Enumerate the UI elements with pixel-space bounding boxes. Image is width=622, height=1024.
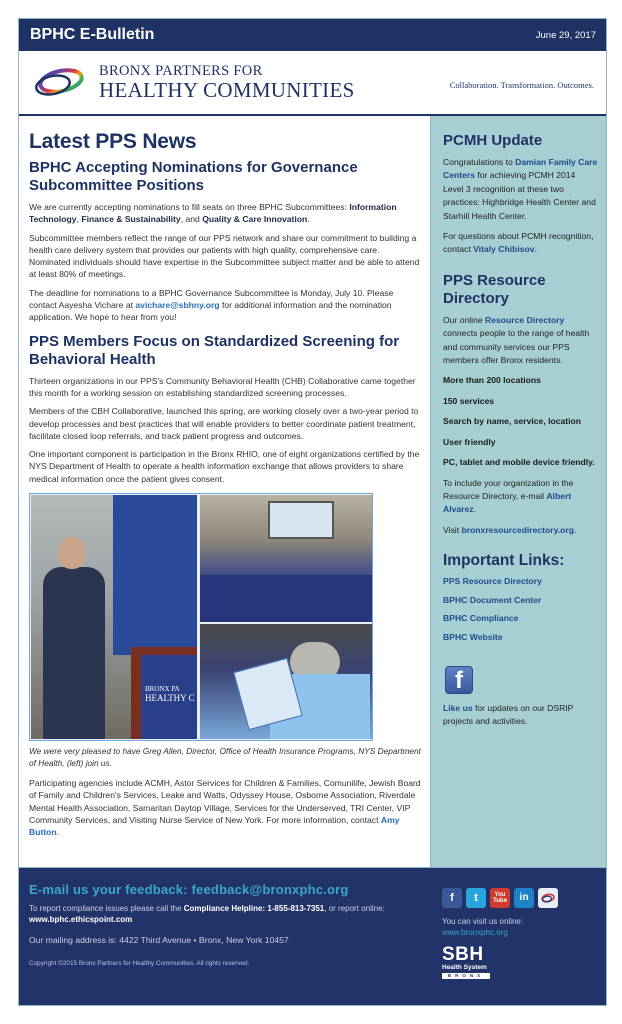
- meeting-table: [200, 575, 372, 622]
- sidebar: [430, 116, 606, 867]
- text: Visit: [443, 524, 462, 535]
- sidebar-heading: PPS Resource Directory: [443, 271, 546, 307]
- backdrop-banner: [113, 495, 197, 655]
- like-us-link[interactable]: Like us: [443, 702, 473, 713]
- facebook-icon[interactable]: f: [445, 666, 473, 694]
- compliance-text: [29, 903, 422, 925]
- article-title: PPS Members Focus on Standardized Screening for Behavioral Health: [29, 332, 400, 368]
- youtube-text: You: [494, 892, 506, 898]
- photo-collage: [29, 493, 373, 741]
- article-paragraph: [29, 777, 422, 838]
- text: , or report online:: [324, 904, 385, 913]
- directory-feature: User friendly: [443, 436, 496, 447]
- text: , and: [180, 214, 203, 225]
- text: .: [56, 827, 60, 838]
- compliance-helpline: Compliance Helpline: 1-855-813-7351: [183, 904, 325, 913]
- website-link[interactable]: www.bronxphc.org: [442, 928, 508, 937]
- text: connects people to the range of health and community services our PPS members offer Bronx residents.: [443, 328, 590, 366]
- podium-sign-text: BRONX PA: [145, 685, 180, 694]
- link-document-center[interactable]: BPHC Document Center: [443, 594, 542, 605]
- sbh-logo-text: SBH: [442, 944, 484, 965]
- text: .: [534, 244, 537, 255]
- bulletin-title: BPHC E-Bulletin: [30, 26, 155, 43]
- speaker-head: [59, 537, 85, 569]
- damian-link[interactable]: Damian Family Care Centers: [443, 157, 598, 181]
- link-compliance[interactable]: BPHC Compliance: [443, 613, 519, 624]
- speaker-figure: [43, 567, 105, 739]
- subcommittee-name: Information Technology: [29, 202, 397, 225]
- sbh-logo-subtitle: Health System: [442, 964, 487, 971]
- footer-right: [430, 868, 606, 1005]
- bulletin-date: June 29, 2017: [535, 29, 596, 41]
- sidebar-heading: Important Links:: [443, 552, 565, 570]
- directory-feature: 150 services: [443, 395, 495, 406]
- text: .: [307, 214, 310, 225]
- photo-caption: We were very pleased to have Greg Allen, Director, Office of Health Insurance Programs, NYS Department of Health, (left) join us.: [29, 746, 421, 769]
- twitter-icon[interactable]: t: [466, 888, 486, 908]
- header-bar: [19, 19, 606, 51]
- sidebar-paragraph: [443, 314, 598, 368]
- copyright: Copyright ©2015 Bronx Partners for Healthy Communities. All rights reserved.: [29, 960, 250, 967]
- article-paragraph: Thirteen organizations in our PPS's Community Behavioral Health (CHB) Collaborative came together this month for a working session on establishing standardized screening processes.: [29, 375, 416, 398]
- facebook-icon[interactable]: f: [442, 888, 462, 908]
- text: The deadline for nominations to a BPHC Governance Subcommittee is Monday, July 10. Please contact Aayesha Vichare at: [29, 287, 394, 311]
- text: Participating agencies include ACMH, Astor Services for Children & Families, Comunilife, Jewish Board of Family and Children's Services, Leake and Watts, Odyssey House, Osborne Association, Riverdale Mental Health Association, Samaritan Daytop Village, Services for the Underserved, TRI Center, VIP Community Services, and Visiting Nurse Service of New York. For more information, contact: [29, 778, 421, 825]
- bphc-logo-icon[interactable]: [538, 888, 558, 908]
- meeting-photo: [200, 495, 372, 622]
- brand-tagline: Collaboration. Transformation. Outcomes.: [449, 80, 594, 90]
- social-icons: [442, 888, 598, 908]
- facebook-text: [443, 702, 598, 729]
- article-paragraph: [29, 287, 422, 324]
- article-paragraph: One important component is participation in the Bronx RHIO, one of eight organizations certified by the NYS Department of Health to operate a health information exchange that allows providers to share medical information once the patient gives consent.: [29, 449, 420, 484]
- text: Congratulations to: [443, 157, 516, 167]
- footer: [19, 867, 606, 1005]
- attendee-photo: [200, 624, 372, 739]
- brand-name-line1: BRONX PARTNERS FOR: [99, 63, 263, 80]
- article-title: BPHC Accepting Nominations for Governance Subcommittee Positions: [29, 159, 358, 194]
- rainbow-ring-icon: [540, 892, 556, 904]
- resource-directory-link[interactable]: Resource Directory: [485, 314, 565, 325]
- albert-link[interactable]: Albert Alvarez: [443, 490, 572, 515]
- email-link[interactable]: avichare@sbhny.org: [135, 300, 220, 311]
- text: for additional information and the nomination application. We hope to hear from you!: [29, 300, 392, 323]
- sidebar-heading: PCMH Update: [443, 132, 543, 149]
- article-paragraph: Members of the CBH Collaborative, launched this spring, are working closely over a two-year period to develop processes and best practices that will enable providers to better coordinate patient treatment, facilitate closed loop referrals, and track patient progress and outcomes.: [29, 406, 419, 441]
- directory-feature: Search by name, service, location: [443, 416, 582, 427]
- important-links: [443, 552, 598, 642]
- content-area: [19, 116, 606, 867]
- youtube-text: Tube: [493, 898, 507, 904]
- directory-block: [443, 272, 598, 537]
- directory-feature: PC, tablet and mobile device friendly.: [443, 457, 595, 468]
- projector-screen: [268, 501, 334, 539]
- linkedin-icon[interactable]: in: [514, 888, 534, 908]
- pcmh-block: [443, 132, 598, 257]
- speaker-photo: [31, 495, 197, 739]
- visit-label: You can visit us online:: [442, 917, 524, 926]
- brand-banner: [19, 51, 606, 116]
- brand-name-line2: HEALTHY COMMUNITIES: [99, 77, 355, 102]
- newsletter: [18, 18, 607, 1006]
- text: To report compliance issues please call the: [29, 904, 184, 913]
- ethicspoint-link[interactable]: www.bphc.ethicspoint.com: [29, 915, 133, 924]
- text: .: [473, 504, 476, 515]
- section-title: Latest PPS News: [29, 130, 197, 153]
- footer-left: [19, 868, 430, 1005]
- text: For questions about PCMH recognition, contact: [443, 231, 594, 255]
- feedback-email[interactable]: E-mail us your feedback: feedback@bronxphc.org: [29, 882, 349, 897]
- sidebar-paragraph: [443, 156, 598, 223]
- text: for achieving PCMH 2014 Level 3 recognition at these two practices: Highbridge Health Center and Starhill Health Center.: [443, 170, 596, 221]
- vitaly-link[interactable]: Vitaly Chibisov: [473, 244, 535, 255]
- link-pps-resource-directory[interactable]: PPS Resource Directory: [443, 576, 542, 587]
- directory-site-link[interactable]: bronxresourcedirectory.org: [461, 524, 575, 535]
- contact-link[interactable]: Amy Button: [29, 814, 400, 838]
- link-website[interactable]: BPHC Website: [443, 631, 503, 642]
- directory-feature: More than 200 locations: [443, 375, 541, 386]
- subcommittee-name: Quality & Care Innovation: [202, 214, 308, 225]
- sbh-logo: [442, 946, 598, 979]
- article-paragraph: Subcommittee members reflect the range of our PPS network and share our commitment to building a health care delivery system that provides our patients with high quality, comprehensive care. Nominated individuals should have expertise in the Subcommittee subject matter and be able to attend at least 80% of meetings.: [29, 232, 420, 280]
- youtube-icon[interactable]: [490, 888, 510, 908]
- text: Our online: [443, 314, 486, 325]
- article-paragraph: [29, 201, 422, 226]
- podium-sign-text: HEALTHY C: [145, 693, 195, 704]
- text: We are currently accepting nominations to fill seats on three BPHC Subcommittees:: [29, 202, 350, 212]
- sidebar-paragraph: [443, 230, 598, 257]
- text: for updates on our DSRIP projects and activities.: [443, 702, 574, 727]
- subcommittee-name: Finance & Sustainability: [81, 214, 181, 225]
- main-column: [19, 116, 430, 867]
- podium-sign: [141, 655, 197, 739]
- sbh-logo-bronx: BRONX: [442, 973, 490, 979]
- brand-name: [99, 64, 355, 101]
- sidebar-paragraph: [443, 477, 598, 517]
- sidebar-paragraph: [443, 524, 598, 537]
- text: .: [574, 524, 577, 535]
- mailing-address: Our mailing address is: 4422 Third Avenue • Bronx, New York 10457: [29, 935, 289, 945]
- rainbow-ring-logo-icon: [31, 66, 85, 100]
- text: To include your organization in the Resource Directory, e-mail: [443, 477, 574, 501]
- text: ,: [76, 214, 82, 225]
